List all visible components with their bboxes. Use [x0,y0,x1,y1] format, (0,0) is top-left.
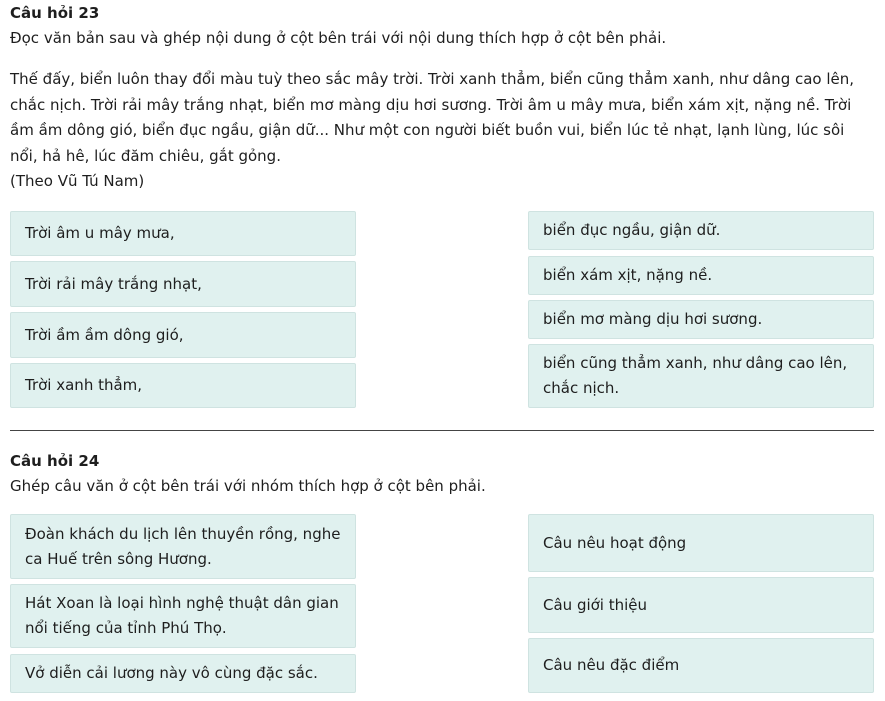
q23-left-item-1[interactable]: Trời âm u mây mưa, [10,211,356,256]
q24-right-item-1[interactable]: Câu nêu hoạt động [528,514,874,572]
q24-right-item-3[interactable]: Câu nêu đặc điểm [528,638,874,693]
question-24-instruction: Ghép câu văn ở cột bên trái với nhóm thích hợp ở cột bên phải. [10,477,486,495]
section-divider [10,430,874,431]
q23-left-item-4[interactable]: Trời xanh thẳm, [10,363,356,408]
q24-left-item-3[interactable]: Vở diễn cải lương này vô cùng đặc sắc. [10,654,356,693]
q23-right-item-3[interactable]: biển mơ màng dịu hơi sương. [528,300,874,339]
q23-right-item-4[interactable]: biển cũng thẳm xanh, như dâng cao lên, chắc nịch. [528,344,874,408]
question-24-title: Câu hỏi 24 [10,452,100,470]
q23-left-item-3[interactable]: Trời ầm ầm dông gió, [10,312,356,358]
q23-right-item-2[interactable]: biển xám xịt, nặng nề. [528,256,874,295]
question-23-title: Câu hỏi 23 [10,4,100,22]
q24-left-item-1[interactable]: Đoàn khách du lịch lên thuyền rồng, nghe ca Huế trên sông Hương. [10,514,356,579]
passage-source: (Theo Vũ Tú Nam) [10,172,145,190]
q23-left-item-2[interactable]: Trời rải mây trắng nhạt, [10,261,356,307]
question-23-passage: Thế đấy, biển luôn thay đổi màu tuỳ theo sắc mây trời. Trời xanh thẳm, biển cũng thẳm xanh, như dâng cao lên, chắc nịch. Trời rải mây trắng nhạt, biển mơ màng dịu hơi sương. Trời âm u mây mưa, biển xám xịt, nặng nề. Trời ầm ầm dông gió, biển đục ngầu, giận dữ... Như một con người biết buồn vui, biển lúc tẻ nhạt, lạnh lùng, lúc sôi nổi, hả hê, lúc đăm chiêu, gắt gỏng. [10,70,855,165]
q23-right-item-1[interactable]: biển đục ngầu, giận dữ. [528,211,874,250]
question-23-instruction: Đọc văn bản sau và ghép nội dung ở cột bên trái với nội dung thích hợp ở cột bên phải. [10,29,667,47]
q24-right-item-2[interactable]: Câu giới thiệu [528,577,874,633]
q24-left-item-2[interactable]: Hát Xoan là loại hình nghệ thuật dân gian nổi tiếng của tỉnh Phú Thọ. [10,584,356,648]
